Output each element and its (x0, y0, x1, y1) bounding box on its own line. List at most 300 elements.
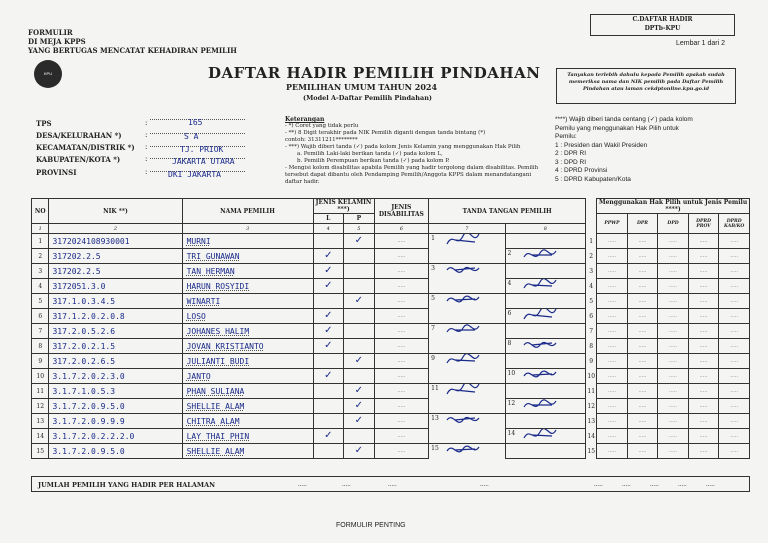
signature-cell[interactable] (429, 264, 505, 279)
row-hak-pilih[interactable]: ..... (719, 399, 750, 414)
signature-cell[interactable] (429, 234, 505, 249)
row-nik[interactable]: 317.2.0.2.6.5 (49, 354, 182, 369)
signature-number: 14 (507, 430, 516, 437)
row-hak-pilih[interactable]: ..... (597, 384, 628, 399)
keterangan (285, 116, 555, 186)
row-l-check[interactable] (313, 414, 344, 429)
row-hak-pilih[interactable]: ..... (688, 369, 719, 384)
keterangan-line: a. Pemilih Laki-laki berikan tanda (✓) pada kolom L, (297, 151, 443, 157)
row-hak-pilih[interactable]: ..... (658, 414, 689, 429)
row-hak-pilih[interactable]: ..... (688, 264, 719, 279)
row-hak-pilih[interactable]: ..... (658, 294, 689, 309)
row-hak-pilih[interactable]: ..... (688, 249, 719, 264)
row-no-right: 2 (586, 249, 597, 264)
signature-cell-empty (505, 324, 586, 339)
row-hak-pilih[interactable]: ..... (719, 444, 750, 459)
signature-cell-empty (429, 369, 505, 384)
row-hak-pilih[interactable]: ..... (627, 309, 658, 324)
row-hak-pilih[interactable]: ..... (719, 339, 750, 354)
row-nama[interactable]: MURNI (182, 234, 313, 249)
col-hak-pilih: Menggunakan Hak Pilih untuk Jenis Pemilu ****) (597, 199, 750, 214)
doc-code: C.DAFTAR HADIR (632, 16, 693, 23)
signature-scribble (445, 414, 485, 429)
loc-label: PROVINSI (36, 168, 77, 177)
row-nik[interactable]: 317202.2.5 (49, 249, 182, 264)
legend-line: 2 : DPR RI (555, 150, 587, 157)
keterangan-line: - Mengisi kolom disabilitas apabila Pemilih yang hadir tergolong dalam disabilitas. Pemilih (285, 165, 539, 171)
row-nik[interactable]: 3.1.7.2.0.9.5.0 (49, 399, 182, 414)
pemilu-legend (555, 116, 737, 184)
row-no-right: 1 (586, 234, 597, 249)
row-hak-pilih[interactable]: ..... (597, 234, 628, 249)
subtitle-model: (Model A-Daftar Pemilih Pindahan) (303, 94, 433, 102)
row-hak-pilih[interactable]: ..... (658, 309, 689, 324)
keterangan-heading: Keterangan (285, 116, 325, 123)
row-p-check[interactable] (344, 339, 375, 354)
legend-line: Pemilu: (555, 133, 577, 140)
row-disabilitas[interactable]: ..... (374, 399, 429, 414)
row-nik[interactable]: 3.1.7.2.0.9.5.0 (49, 444, 182, 459)
col-tanda-tangan: TANDA TANGAN PEMILIH (429, 199, 586, 224)
row-disabilitas[interactable]: ..... (374, 339, 429, 354)
row-hak-pilih[interactable]: ..... (719, 369, 750, 384)
row-nik[interactable]: 317.2.0.2.1.5 (49, 339, 182, 354)
signature-cell[interactable] (429, 444, 505, 459)
row-hak-pilih[interactable]: ..... (627, 294, 658, 309)
loc-field (150, 137, 245, 154)
total-dis: ..... (388, 482, 397, 488)
total-row (31, 476, 750, 492)
row-hak-pilih[interactable]: ..... (597, 279, 628, 294)
row-no: 14 (32, 429, 49, 444)
row-nama[interactable]: JOHANES HALIM (182, 324, 313, 339)
signature-number: 4 (507, 280, 512, 287)
row-no-right: 8 (586, 339, 597, 354)
col-index: 8 (505, 224, 586, 234)
table-row (32, 429, 750, 444)
provinsi-value: DKI JAKARTA (168, 170, 221, 179)
col-index: 7 (429, 224, 505, 234)
row-hak-pilih[interactable]: ..... (719, 279, 750, 294)
row-no-right: 14 (586, 429, 597, 444)
row-nik[interactable]: 317.2.0.5.2.6 (49, 324, 182, 339)
row-hak-pilih[interactable]: ..... (688, 414, 719, 429)
signature-scribble (522, 309, 562, 324)
col-p: P (344, 214, 375, 224)
row-hak-pilih[interactable]: ..... (658, 339, 689, 354)
total-p: ..... (342, 482, 351, 488)
row-hak-pilih[interactable]: ..... (688, 309, 719, 324)
legend-line: 1 : Presiden dan Wakil Presiden (555, 141, 648, 149)
row-no-right: 7 (586, 324, 597, 339)
total-label: JUMLAH PEMILIH YANG HADIR PER HALAMAN (38, 481, 216, 489)
row-l-check[interactable]: ✓ (313, 369, 344, 384)
row-disabilitas[interactable]: ..... (374, 429, 429, 444)
signature-cell-empty (505, 294, 586, 309)
row-hak-pilih[interactable]: ..... (658, 324, 689, 339)
signature-cell-empty (429, 249, 505, 264)
loc-field (150, 162, 245, 179)
colon: : (145, 119, 148, 127)
footer-label: FORMULIR PENTING (336, 522, 406, 529)
col-nama: NAMA PEMILIH (182, 199, 313, 224)
signature-cell[interactable] (429, 294, 505, 309)
keterangan-line: daftar hadir. (285, 179, 320, 185)
row-nama[interactable]: SHELLIE ALAM (182, 444, 313, 459)
row-nik[interactable]: 317.1.2.0.2.0.8 (49, 309, 182, 324)
table-row (32, 399, 750, 414)
signature-scribble (445, 354, 485, 369)
table-row (32, 294, 750, 309)
row-hak-pilih[interactable]: ..... (627, 339, 658, 354)
row-no: 5 (32, 294, 49, 309)
row-no-right: 12 (586, 399, 597, 414)
signature-cell[interactable] (429, 384, 505, 399)
row-hak-pilih[interactable]: ..... (658, 444, 689, 459)
signature-cell[interactable] (429, 354, 505, 369)
row-p-check[interactable] (344, 324, 375, 339)
signature-scribble (445, 384, 485, 399)
col-no: NO (32, 199, 49, 224)
table-row (32, 309, 750, 324)
row-hak-pilih[interactable]: ..... (688, 444, 719, 459)
row-hak-pilih[interactable]: ..... (658, 369, 689, 384)
subtitle: PEMILIHAN UMUM TAHUN 2024 (286, 82, 438, 92)
row-no: 4 (32, 279, 49, 294)
col-disabilitas: JENIS DISABILITAS (374, 199, 429, 224)
loc-field (150, 110, 245, 127)
row-disabilitas[interactable]: ..... (374, 294, 429, 309)
row-p-check[interactable]: ✓ (344, 444, 375, 459)
signature-scribble (445, 444, 485, 459)
row-l-check[interactable]: ✓ (313, 309, 344, 324)
legend-line: Pemilu yang menggunakan Hak Pilih untuk (555, 124, 679, 132)
row-hak-pilih[interactable]: ..... (597, 414, 628, 429)
doc-code-box (590, 14, 735, 36)
form-line: FORMULIR (28, 28, 73, 37)
table-row (32, 414, 750, 429)
row-hak-pilih[interactable]: ..... (719, 414, 750, 429)
signature-cell-empty (429, 429, 505, 444)
row-disabilitas[interactable]: ..... (374, 354, 429, 369)
table-row (32, 339, 750, 354)
keterangan-line: tersebut dapat dibantu oleh Pendamping Pemilih/Anggota KPPS dalam menandatangani (285, 172, 532, 178)
col-index: 6 (374, 224, 429, 234)
tps-value: 165 (188, 118, 203, 127)
signature-cell-empty (505, 234, 586, 249)
row-no-right: 9 (586, 354, 597, 369)
row-p-check[interactable] (344, 279, 375, 294)
row-nama[interactable]: JOVAN KRISTIANTO (182, 339, 313, 354)
signature-number: 11 (431, 385, 439, 392)
total-ppwp: ..... (594, 482, 603, 488)
row-l-check[interactable] (313, 384, 344, 399)
row-nama[interactable]: JANTO (182, 369, 313, 384)
row-hak-pilih[interactable]: ..... (688, 234, 719, 249)
signature-cell[interactable] (505, 399, 586, 414)
signature-number: 13 (431, 415, 439, 422)
loc-label: KECAMATAN/DISTRIK *) (36, 143, 135, 152)
loc-field (150, 149, 245, 166)
row-l-check[interactable] (313, 354, 344, 369)
kabupaten-value: JAKARTA UTARA (172, 157, 235, 166)
signature-number: 10 (507, 370, 516, 377)
row-p-check[interactable] (344, 249, 375, 264)
signature-cell[interactable] (505, 309, 586, 324)
row-hak-pilih[interactable]: ..... (627, 369, 658, 384)
row-nik[interactable]: 317.1.0.3.4.5 (49, 294, 182, 309)
signature-scribble (522, 249, 562, 264)
row-l-check[interactable]: ✓ (313, 339, 344, 354)
form-line: DI MEJA KPPS (28, 37, 86, 46)
row-l-check[interactable]: ✓ (313, 249, 344, 264)
row-disabilitas[interactable]: ..... (374, 249, 429, 264)
row-no: 10 (32, 369, 49, 384)
row-hak-pilih[interactable]: ..... (597, 354, 628, 369)
row-disabilitas[interactable]: ..... (374, 384, 429, 399)
row-l-check[interactable] (313, 444, 344, 459)
row-disabilitas[interactable]: ..... (374, 414, 429, 429)
row-nama[interactable]: TAN HERMAN (182, 264, 313, 279)
row-nama[interactable]: PHAN SULIANA (182, 384, 313, 399)
row-l-check[interactable] (313, 294, 344, 309)
row-no: 2 (32, 249, 49, 264)
signature-cell-empty (429, 309, 505, 324)
row-hak-pilih[interactable]: ..... (658, 279, 689, 294)
row-disabilitas[interactable]: ..... (374, 279, 429, 294)
keterangan-line: contoh: 31311211******** (285, 137, 358, 143)
row-no-right: 3 (586, 264, 597, 279)
row-hak-pilih[interactable]: ..... (688, 324, 719, 339)
signature-scribble (522, 399, 562, 414)
row-hak-pilih[interactable]: ..... (688, 399, 719, 414)
row-nik[interactable]: 317202.2.5 (49, 264, 182, 279)
row-hak-pilih[interactable]: ..... (658, 429, 689, 444)
signature-cell[interactable] (505, 429, 586, 444)
row-disabilitas[interactable]: ..... (374, 444, 429, 459)
row-p-check[interactable]: ✓ (344, 399, 375, 414)
row-hak-pilih[interactable]: ..... (719, 249, 750, 264)
row-no-right: 10 (586, 369, 597, 384)
signature-scribble (522, 339, 562, 354)
row-hak-pilih[interactable]: ..... (597, 369, 628, 384)
row-hak-pilih[interactable]: ..... (597, 339, 628, 354)
signature-number: 1 (431, 235, 435, 242)
row-p-check[interactable]: ✓ (344, 234, 375, 249)
kecamatan-value: TJ. PRIOK (180, 145, 224, 154)
legend-line: ****) Wajib diberi tanda centang (✓) pada kolom (555, 116, 693, 123)
keterangan-line: - **) 8 Digit terakhir pada NIK Pemilih diganti dengan tanda bintang (*) (285, 130, 486, 136)
row-p-check[interactable]: ✓ (344, 354, 375, 369)
loc-field (150, 124, 245, 141)
signature-cell[interactable] (429, 414, 505, 429)
row-hak-pilih[interactable]: ..... (627, 414, 658, 429)
col-dpr: DPR (627, 214, 658, 234)
row-no-right: 5 (586, 294, 597, 309)
row-l-check[interactable] (313, 234, 344, 249)
signature-cell[interactable] (505, 339, 586, 354)
row-disabilitas[interactable]: ..... (374, 324, 429, 339)
row-nama[interactable]: WINARTI (182, 294, 313, 309)
col-index: 5 (344, 224, 375, 234)
row-hak-pilih[interactable]: ..... (719, 294, 750, 309)
table-row (32, 279, 750, 294)
row-hak-pilih[interactable]: ..... (597, 444, 628, 459)
row-hak-pilih[interactable]: ..... (719, 354, 750, 369)
row-p-check[interactable] (344, 369, 375, 384)
total-dpr: ..... (622, 482, 631, 488)
keterangan-line: - *) Coret yang tidak perlu (285, 123, 359, 129)
row-nama[interactable]: JULIANTI BUDI (182, 354, 313, 369)
row-hak-pilih[interactable]: ..... (597, 429, 628, 444)
row-nik[interactable]: 3.1.7.2.0.2.2.2.0 (49, 429, 182, 444)
row-nama[interactable]: TRI GUNAWAN (182, 249, 313, 264)
row-nik[interactable]: 3.1.7.1.0.5.3 (49, 384, 182, 399)
row-hak-pilih[interactable]: ..... (658, 384, 689, 399)
row-nik[interactable]: 3.1.7.2.0.9.9.9 (49, 414, 182, 429)
row-hak-pilih[interactable]: ..... (627, 429, 658, 444)
desa-value: S A (184, 132, 199, 141)
col-dprd-kab: DPRD KAB/KO (719, 214, 750, 234)
signature-number: 9 (431, 355, 435, 362)
row-hak-pilih[interactable]: ..... (597, 399, 628, 414)
col-index: 3 (182, 224, 313, 234)
table-row (32, 384, 750, 399)
row-hak-pilih[interactable]: ..... (688, 279, 719, 294)
signature-cell[interactable] (429, 324, 505, 339)
legend-line: 3 : DPD RI (555, 158, 587, 166)
row-hak-pilih[interactable]: ..... (627, 234, 658, 249)
colon: : (145, 155, 148, 163)
row-no: 7 (32, 324, 49, 339)
row-l-check[interactable]: ✓ (313, 264, 344, 279)
row-p-check[interactable] (344, 429, 375, 444)
row-no: 12 (32, 399, 49, 414)
col-ppwp: PPWP (597, 214, 628, 234)
row-hak-pilih[interactable]: ..... (688, 354, 719, 369)
signature-cell[interactable] (505, 369, 586, 384)
row-hak-pilih[interactable]: ..... (658, 399, 689, 414)
page-title: DAFTAR HADIR PEMILIH PINDAHAN (208, 64, 541, 82)
col-nik: NIK **) (49, 199, 182, 224)
row-hak-pilih[interactable]: ..... (627, 384, 658, 399)
total-dprd-kab: ..... (706, 482, 715, 488)
row-hak-pilih[interactable]: ..... (627, 444, 658, 459)
row-hak-pilih[interactable]: ..... (658, 234, 689, 249)
row-hak-pilih[interactable]: ..... (688, 339, 719, 354)
row-hak-pilih[interactable]: ..... (658, 354, 689, 369)
col-index: 4 (313, 224, 344, 234)
row-nik[interactable]: 3.1.7.2.0.2.3.0 (49, 369, 182, 384)
row-hak-pilih[interactable]: ..... (627, 279, 658, 294)
signature-scribble (522, 279, 562, 294)
signature-cell-empty (505, 264, 586, 279)
row-nik[interactable]: 3172024108930001 (49, 234, 182, 249)
loc-label: KABUPATEN/KOTA *) (36, 155, 121, 164)
doc-code-sub: DPTb-KPU (644, 25, 681, 32)
row-disabilitas[interactable]: ..... (374, 369, 429, 384)
row-hak-pilih[interactable]: ..... (719, 309, 750, 324)
table-row (32, 369, 750, 384)
row-hak-pilih[interactable]: ..... (597, 264, 628, 279)
colon: : (145, 131, 148, 139)
row-hak-pilih[interactable]: ..... (719, 264, 750, 279)
row-no: 9 (32, 354, 49, 369)
row-disabilitas[interactable]: ..... (374, 309, 429, 324)
row-hak-pilih[interactable]: ..... (627, 264, 658, 279)
row-nama[interactable]: LOSO (182, 309, 313, 324)
attendance-table (31, 198, 750, 459)
row-hak-pilih[interactable]: ..... (597, 309, 628, 324)
signature-number: 6 (507, 310, 512, 317)
table-row (32, 444, 750, 459)
row-p-check[interactable] (344, 309, 375, 324)
colon: : (145, 143, 148, 151)
signature-cell[interactable] (505, 279, 586, 294)
row-hak-pilih[interactable]: ..... (658, 249, 689, 264)
row-hak-pilih[interactable]: ..... (688, 429, 719, 444)
row-no: 11 (32, 384, 49, 399)
row-nama[interactable]: HARUN ROSYIDI (182, 279, 313, 294)
row-l-check[interactable]: ✓ (313, 279, 344, 294)
row-no: 1 (32, 234, 49, 249)
row-disabilitas[interactable]: ..... (374, 264, 429, 279)
row-hak-pilih[interactable]: ..... (627, 354, 658, 369)
row-p-check[interactable]: ✓ (344, 414, 375, 429)
row-l-check[interactable]: ✓ (313, 429, 344, 444)
row-hak-pilih[interactable]: ..... (627, 249, 658, 264)
table-row (32, 324, 750, 339)
row-nik[interactable]: 3172051.3.0 (49, 279, 182, 294)
row-hak-pilih[interactable]: ..... (719, 384, 750, 399)
signature-scribble (445, 294, 485, 309)
signature-cell[interactable] (505, 249, 586, 264)
row-hak-pilih[interactable]: ..... (688, 294, 719, 309)
kpu-logo: KPU (34, 60, 62, 88)
row-l-check[interactable]: ✓ (313, 324, 344, 339)
col-dpd: DPD (658, 214, 689, 234)
signature-number: 2 (507, 250, 512, 257)
row-hak-pilih[interactable]: ..... (658, 264, 689, 279)
signature-cell-empty (429, 339, 505, 354)
row-hak-pilih[interactable]: ..... (719, 429, 750, 444)
row-nama[interactable]: LAY THAI PHIN (182, 429, 313, 444)
col-l: L (313, 214, 344, 224)
signature-scribble (445, 324, 485, 339)
row-l-check[interactable] (313, 399, 344, 414)
row-disabilitas[interactable]: ..... (374, 234, 429, 249)
form-line: YANG BERTUGAS MENCATAT KEHADIRAN PEMILIH (28, 46, 237, 55)
row-hak-pilih[interactable]: ..... (597, 294, 628, 309)
row-hak-pilih[interactable]: ..... (597, 324, 628, 339)
signature-number: 15 (431, 445, 439, 452)
loc-label: TPS (36, 119, 52, 128)
loc-label: DESA/KELURAHAN *) (36, 131, 122, 140)
row-p-check[interactable]: ✓ (344, 384, 375, 399)
colon: : (145, 168, 148, 176)
row-hak-pilih[interactable]: ..... (597, 249, 628, 264)
table-row (32, 264, 750, 279)
row-hak-pilih[interactable]: ..... (688, 384, 719, 399)
row-nama[interactable]: SHELLIE ALAM (182, 399, 313, 414)
row-nama[interactable]: CHITRA ALAM (182, 414, 313, 429)
row-p-check[interactable]: ✓ (344, 294, 375, 309)
row-hak-pilih[interactable]: ..... (627, 324, 658, 339)
row-p-check[interactable] (344, 264, 375, 279)
row-hak-pilih[interactable]: ..... (627, 399, 658, 414)
row-hak-pilih[interactable]: ..... (719, 324, 750, 339)
row-hak-pilih[interactable]: ..... (719, 234, 750, 249)
